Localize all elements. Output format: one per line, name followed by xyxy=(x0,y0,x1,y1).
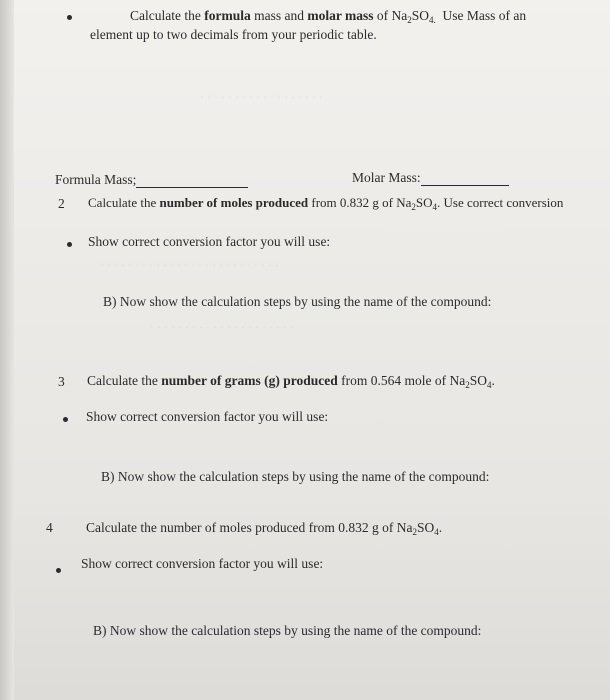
bullet xyxy=(67,242,72,247)
q1-line2: element up to two decimals from your periodic table. xyxy=(90,27,377,42)
q1-line1: Calculate the formula mass and molar mass of $Na_2SO_{4.}$ Use Mass of an xyxy=(130,8,527,25)
q2-factor: Show correct conversion factor you will use: xyxy=(88,234,331,249)
bleed-through-text: · · · · · · · · · · · · · · · · · · · · · · · · · · xyxy=(100,258,279,272)
q3-text: Calculate the number of grams (g) produced from 0.564 mole of $Na_2SO_4$. xyxy=(87,373,495,390)
q3-number: 3 xyxy=(58,374,65,389)
q2-number: 2 xyxy=(58,196,65,211)
q4-steps: B) Now show the calculation steps by using the name of the compound: xyxy=(93,623,482,638)
q4-text: Calculate the number of moles produced from 0.832 g of $Na_2SO_4$. xyxy=(86,520,443,537)
q4-number: 4 xyxy=(46,520,53,535)
formula-mass-blank xyxy=(136,187,248,188)
molar-mass-row xyxy=(352,170,509,186)
q3-factor: Show correct conversion factor you will use: xyxy=(86,409,329,424)
formula-mass-label: Formula Mass; xyxy=(55,172,137,187)
bullet xyxy=(63,417,68,422)
bullet xyxy=(56,568,61,573)
q2-steps: B) Now show the calculation steps by using the name of the compound: xyxy=(103,294,492,309)
q3-steps: B) Now show the calculation steps by using the name of the compound: xyxy=(101,469,490,484)
q2-text: Calculate the number of moles produced from 0.832 g of $Na_2SO_4$. Use correct conversion xyxy=(88,195,564,212)
page-top-edge xyxy=(60,0,140,5)
bullet xyxy=(67,15,72,20)
formula-mass-row xyxy=(55,172,248,188)
bleed-through-text: · · · · · · · · · · · · · · · · · · · · · xyxy=(150,320,294,334)
molar-mass-label: Molar Mass: xyxy=(352,170,421,185)
molar-mass-blank xyxy=(421,185,509,186)
bleed-through-text: · · · · · · · · · · · · · · · · · · xyxy=(200,90,323,104)
q4-factor: Show correct conversion factor you will use: xyxy=(81,556,324,571)
